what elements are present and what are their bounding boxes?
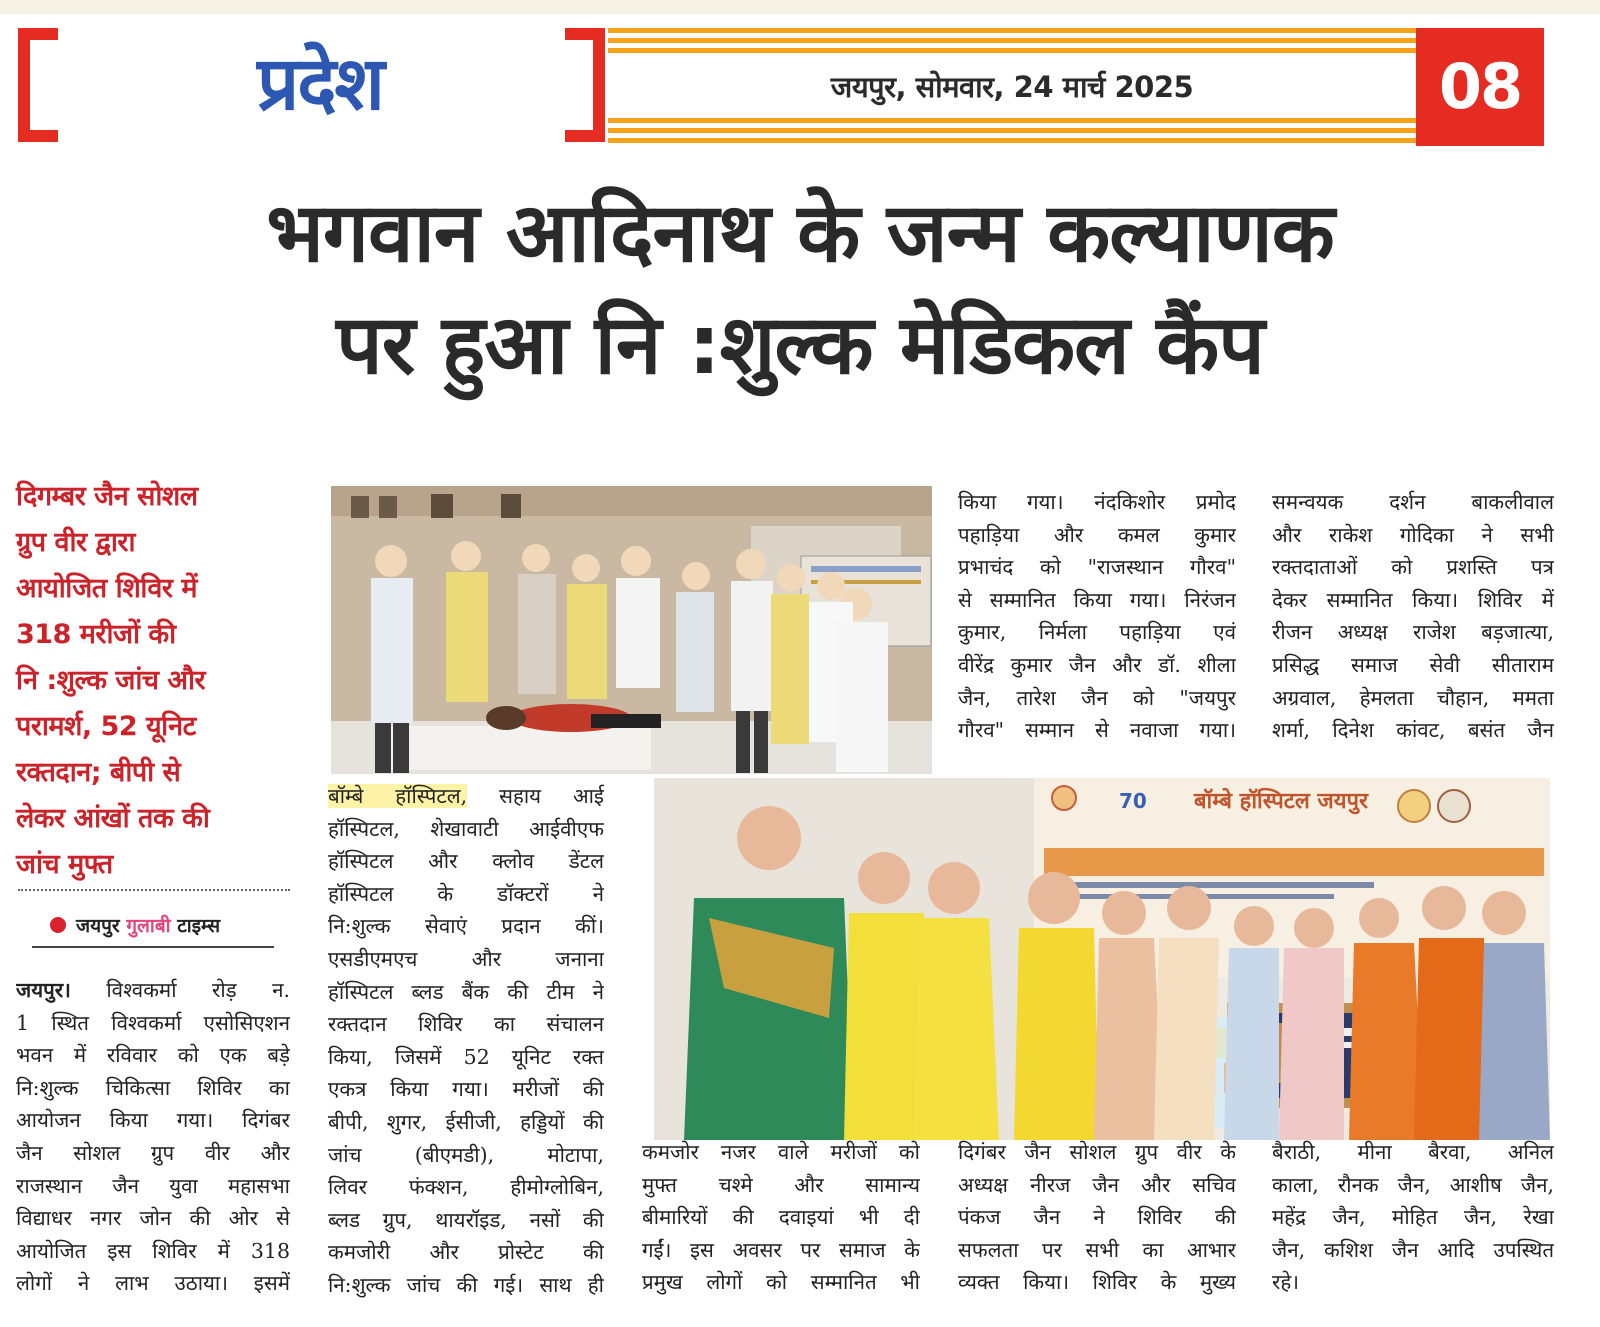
article-line: कुमार, निर्मला पहाड़िया एवं xyxy=(958,620,1236,645)
divider xyxy=(32,946,274,948)
article-line: अध्यक्ष नीरज जैन और सचिव xyxy=(958,1172,1236,1197)
article-line: जैन, कशिश जैन आदि उपस्थित xyxy=(1272,1237,1554,1262)
byline-part: जयपुर xyxy=(76,915,120,937)
banner-title: बॉम्बे हॉस्पिटल जयपुर xyxy=(1194,789,1369,814)
article-line: काला, रौनक जैन, आशीष जैन, xyxy=(1272,1172,1554,1197)
byline-part: टाइम्स xyxy=(177,915,221,937)
article-line: विद्याधर नगर जोन की ओर से xyxy=(16,1206,290,1231)
article-line: दिगंबर जैन सोशल ग्रुप वीर के xyxy=(958,1140,1236,1164)
article-line: सफलता पर सभी का आभार xyxy=(958,1237,1236,1262)
photo-women-felicitation xyxy=(654,778,1550,1140)
article-line: जैन सोशल ग्रुप वीर और xyxy=(16,1140,290,1165)
article-column-2 xyxy=(328,780,604,1304)
article-column-3 xyxy=(642,1136,920,1304)
page-number: 08 xyxy=(1416,28,1544,146)
subheadline-line: ग्रुप वीर द्वारा xyxy=(16,527,135,558)
article-line: नि:शुल्क सेवाएं प्रदान कीं। xyxy=(328,914,604,939)
article-line: हॉस्पिटल और क्लोव डेंटल xyxy=(328,849,604,874)
article-column-1 xyxy=(16,974,290,1304)
article-line: रहे। xyxy=(1272,1270,1300,1295)
subheadline-line: जांच मुफ्त xyxy=(16,849,113,880)
article-column-4-top xyxy=(958,486,1236,750)
article-line: भवन में रविवार को एक बड़े xyxy=(16,1043,290,1068)
article-line: रक्तदान शिविर का संचालन xyxy=(328,1012,604,1037)
article-line xyxy=(16,974,290,1007)
banner-badge: 70 xyxy=(1119,789,1147,813)
article-column-5-top xyxy=(1272,486,1554,750)
article-text: सहाय आई xyxy=(499,784,604,808)
article-line: जांच (बीएमडी), मोटापा, xyxy=(328,1142,604,1167)
article-line: नि:शुल्क जांच की गई। साथ ही xyxy=(328,1272,604,1297)
article-line: पंकज जैन ने शिविर की xyxy=(958,1205,1236,1230)
photo-illustration xyxy=(331,486,932,774)
article-line: आयोजित इस शिविर में 318 xyxy=(16,1238,290,1263)
headline-line-2: पर हुआ नि :शुल्क मेडिकल कैंप xyxy=(336,298,1264,393)
article-line: प्रमुख लोगों को सम्मानित भी xyxy=(642,1270,920,1295)
highlighted-text: बॉम्बे हॉस्पिटल, xyxy=(328,784,468,808)
date-bar xyxy=(608,28,1416,146)
section-title: प्रदेश xyxy=(257,41,383,127)
divider xyxy=(18,889,290,891)
article-line: गईं। इस अवसर पर समाज के xyxy=(642,1237,920,1262)
article-column-4-bottom xyxy=(958,1136,1236,1304)
dateline: जयपुर। xyxy=(16,978,71,1002)
article-line: बैराठी, मीना बैरवा, अनिल xyxy=(1272,1140,1554,1164)
article-line: 1 स्थित विश्वकर्मा एसोसिएशन xyxy=(16,1010,290,1035)
article-line: रक्तदाताओं को प्रशस्ति पत्र xyxy=(1272,555,1554,580)
article-line: आयोजन किया गया। दिगंबर xyxy=(16,1108,290,1133)
article-line: बीमारियों की दवाइयां भी दी xyxy=(642,1205,920,1230)
article-line: किया गया। नंदकिशोर प्रमोद xyxy=(958,490,1236,514)
article-line: जैन, तारेश जैन को "जयपुर xyxy=(958,685,1236,710)
article-line: हॉस्पिटल, शेखावाटी आईवीएफ xyxy=(328,816,604,841)
article-line: और राकेश गोदिका ने सभी xyxy=(1272,522,1554,547)
article-line: प्रसिद्ध समाज सेवी सीताराम xyxy=(1272,652,1554,677)
article-line: देकर सम्मानित किया। शिविर में xyxy=(1272,587,1554,612)
article-line: हॉस्पिटल के डॉक्टरों ने xyxy=(328,881,604,906)
article-line: ब्लड ग्रुप, थायरॉइड, नसों की xyxy=(328,1207,604,1232)
subheadline-line: परामर्श, 52 यूनिट xyxy=(16,711,196,742)
article-line xyxy=(328,780,604,813)
article-line: हॉस्पिटल ब्लड बैंक की टीम ने xyxy=(328,979,604,1004)
byline-dot-icon xyxy=(50,917,66,933)
article-line: एसडीएमएच और जनाना xyxy=(328,946,604,971)
top-strip xyxy=(0,0,1600,14)
issue-date: जयपुर, सोमवार, 24 मार्च 2025 xyxy=(830,69,1194,104)
article-line: किया, जिसमें 52 यूनिट रक्त xyxy=(328,1044,604,1069)
article-line: गौरव" सम्मान से नवाजा गया। xyxy=(958,718,1236,743)
subheadline-line: दिगम्बर जैन सोशल xyxy=(16,481,198,512)
subheadline-line: 318 मरीजों की xyxy=(16,619,176,650)
byline xyxy=(50,912,220,938)
article-column-5-bottom xyxy=(1272,1136,1554,1304)
article-line: प्रभाचंद को "राजस्थान गौरव" xyxy=(958,555,1236,580)
article-line: एकत्र किया गया। मरीजों की xyxy=(328,1077,604,1102)
headline xyxy=(10,178,1590,402)
article-line: वीरेंद्र कुमार जैन और डॉ. शीला xyxy=(958,652,1236,677)
right-bracket xyxy=(565,28,605,142)
article-line: अग्रवाल, हेमलता चौहान, ममता xyxy=(1272,685,1554,710)
article-line: समन्वयक दर्शन बाकलीवाल xyxy=(1272,490,1554,514)
byline-part-pink: गुलाबी xyxy=(126,915,171,937)
headline-line-1: भगवान आदिनाथ के जन्म कल्याणक xyxy=(266,186,1334,281)
article-line: राजस्थान जैन युवा महासभा xyxy=(16,1173,290,1198)
article-line: कमजोर नजर वाले मरीजों को xyxy=(642,1140,920,1164)
article-line: रीजन अध्यक्ष राजेश बड़जात्या, xyxy=(1272,620,1554,645)
article-line: बीपी, शुगर, ईसीजी, हड्डियों की xyxy=(328,1109,604,1134)
subheadline-line: लेकर आंखों तक की xyxy=(16,803,210,834)
article-line: से सम्मानित किया गया। निरंजन xyxy=(958,587,1236,612)
photo-illustration xyxy=(654,778,1550,1140)
subheadline-line: नि :शुल्क जांच और xyxy=(16,665,206,696)
article-line: लिवर फंक्शन, हीमोग्लोबिन, xyxy=(328,1175,604,1200)
article-line: शर्मा, दिनेश कांवट, बसंत जैन xyxy=(1272,718,1554,743)
article-line: महेंद्र जैन, मोहित जैन, रेखा xyxy=(1272,1205,1554,1230)
article-line: लोगों ने लाभ उठाया। इसमें xyxy=(16,1271,290,1296)
article-line: कमजोरी और प्रोस्टेट की xyxy=(328,1240,604,1265)
article-text: विश्वकर्मा रोड़ न. xyxy=(106,978,290,1002)
article-line: नि:शुल्क चिकित्सा शिविर का xyxy=(16,1075,290,1100)
subheadline-line: आयोजित शिविर में xyxy=(16,573,198,604)
article-line: पहाड़िया और कमल कुमार xyxy=(958,522,1236,547)
article-line: व्यक्त किया। शिविर के मुख्य xyxy=(958,1270,1236,1295)
subheadline xyxy=(16,474,294,888)
left-bracket xyxy=(18,28,58,142)
photo-blood-donation-camp xyxy=(331,486,932,774)
subheadline-line: रक्तदान; बीपी से xyxy=(16,757,181,788)
article-line: मुफ्त चश्मे और सामान्य xyxy=(642,1172,920,1197)
